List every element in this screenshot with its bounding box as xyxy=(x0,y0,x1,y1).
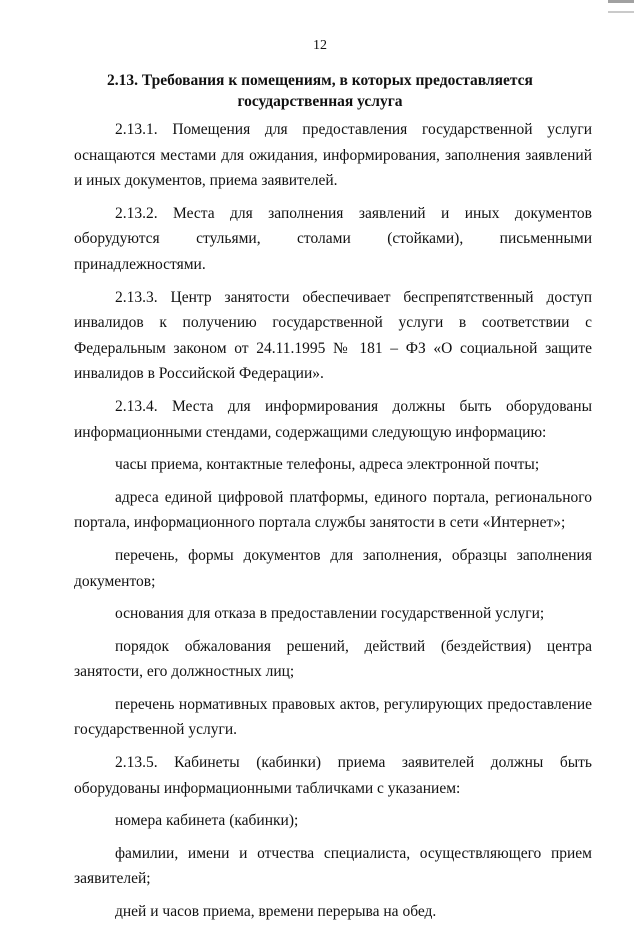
list-item-refusal-grounds: основания для отказа в предоставлении государственной услуги; xyxy=(115,605,545,623)
section-heading-line-2: государственная услуга xyxy=(237,93,403,110)
section-heading-line-1: 2.13. Требования к помещениям, в которых предоставляется xyxy=(107,72,533,89)
list-item-reception-hours: часы приема, контактные телефоны, адреса электронной почты; xyxy=(115,456,540,474)
scan-edge-mark xyxy=(608,0,634,13)
list-item-appeal-procedure: порядок обжалования решений, действий (бездействия) центра занятости, его должностных лиц; xyxy=(74,637,592,681)
list-item-office-number: номера кабинета (кабинки); xyxy=(115,812,299,830)
section-heading xyxy=(95,70,545,112)
paragraph-2-13-4: 2.13.4. Места для информирования должны быть оборудованы информационными стендами, содержащими следующую информацию: xyxy=(74,397,592,441)
list-item-platform-addresses: адреса единой цифровой платформы, единого портала, регионального портала, информационного портала службы занятости в сети «Интернет»; xyxy=(74,488,592,532)
list-item-document-forms: перечень, формы документов для заполнения, образцы заполнения документов; xyxy=(74,546,592,590)
list-item-reception-days: дней и часов приема, времени перерыва на обед. xyxy=(115,903,437,921)
paragraph-2-13-1: 2.13.1. Помещения для предоставления государственной услуги оснащаются местами для ожидания, информирования, заполнения заявлений и иных документов, приема заявителей. xyxy=(74,121,592,190)
paragraph-2-13-2: 2.13.2. Места для заполнения заявлений и иных документов оборудуются стульями, столами (стойками), письменными принадлежностями. xyxy=(74,204,592,273)
list-item-specialist-name: фамилии, имени и отчества специалиста, осуществляющего прием заявителей; xyxy=(74,844,592,888)
document-body xyxy=(74,117,592,925)
paragraph-2-13-5: 2.13.5. Кабинеты (кабинки) приема заявителей должны быть оборудованы информационными табличками с указанием: xyxy=(74,754,592,797)
list-item-legal-acts: перечень нормативных правовых актов, регулирующих предоставление государственной услуги. xyxy=(74,695,592,739)
page-number: 12 xyxy=(313,38,327,53)
paragraph-2-13-3: 2.13.3. Центр занятости обеспечивает беспрепятственный доступ инвалидов к получению государственной услуги в соответствии с Федеральным законом от 24.11.1995 № 181 – ФЗ «О социальной защите инвалидов в Российской Федерации». xyxy=(74,288,592,383)
